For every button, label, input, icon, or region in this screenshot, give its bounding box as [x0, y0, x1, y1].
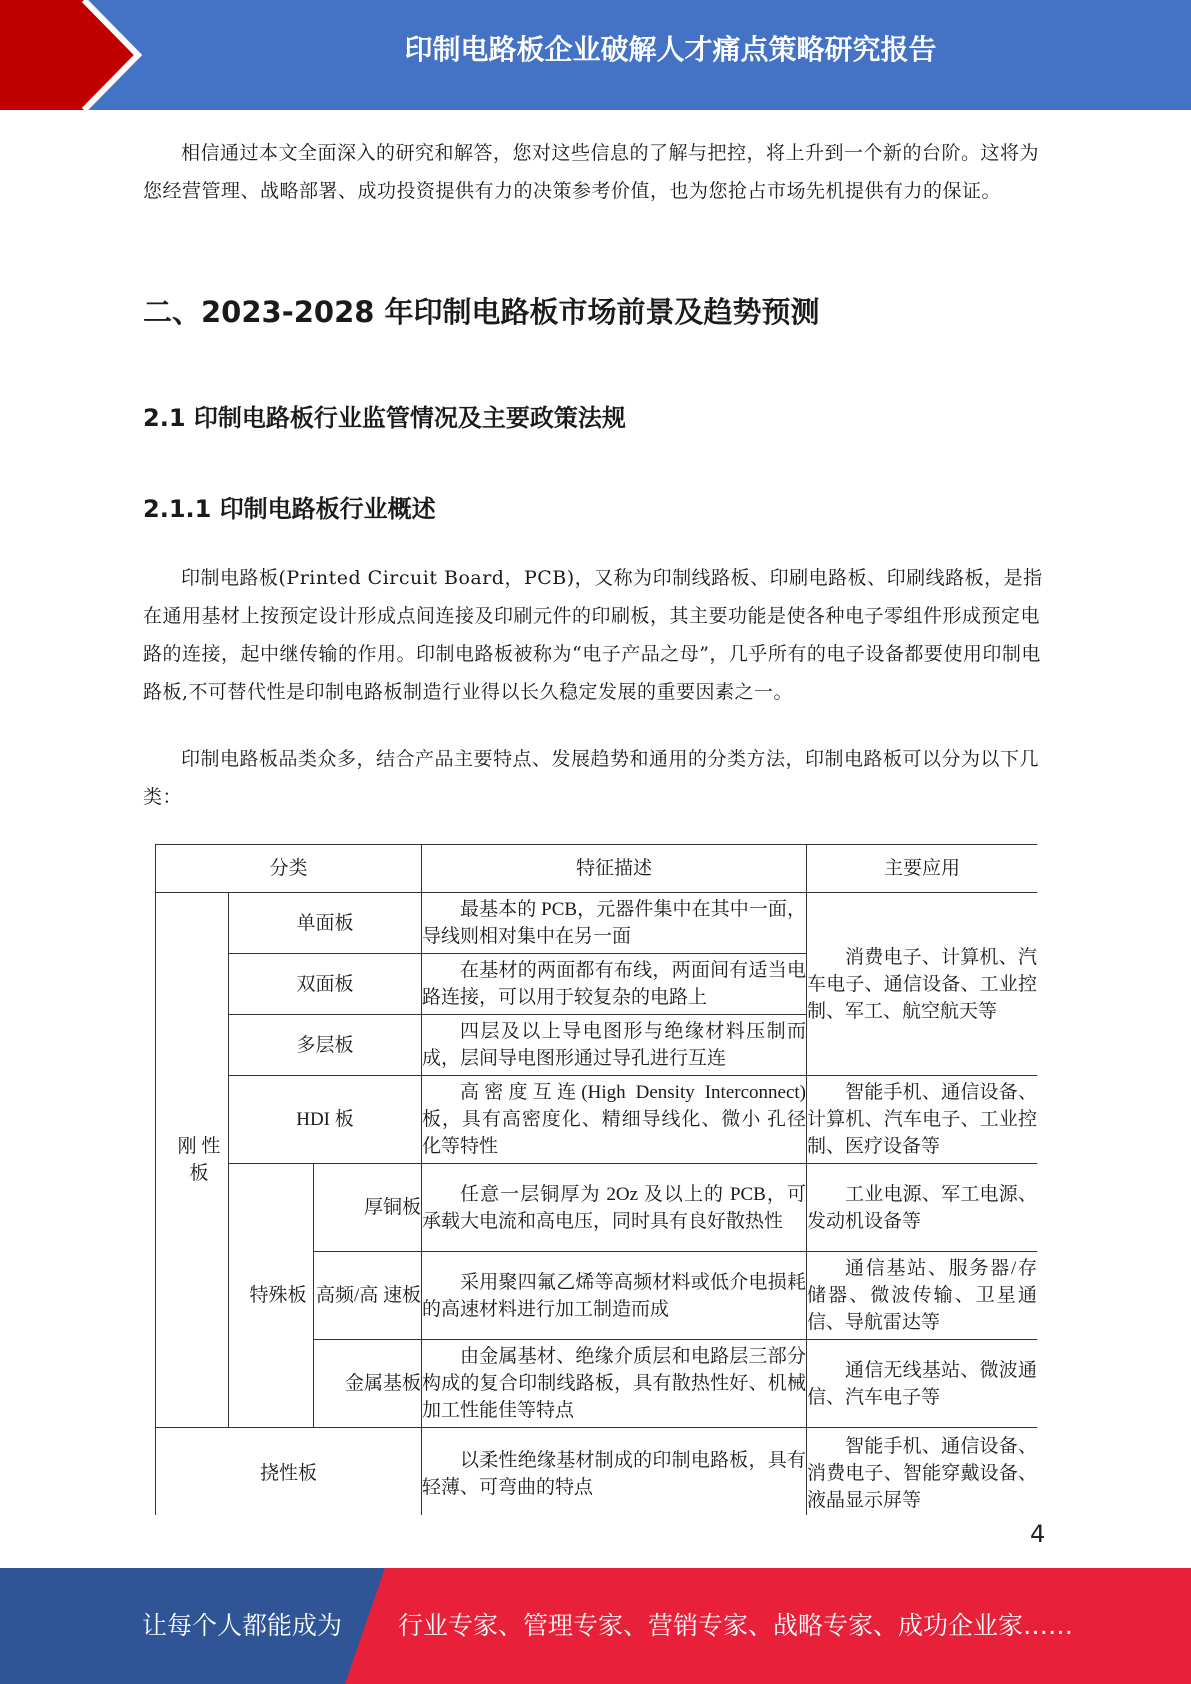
intro-paragraph: 相信通过本文全面深入的研究和解答，您对这些信息的了解与把控，将上升到一个新的台阶。这将为您经营管理、战略部署、成功投资提供有力的决策参考价值，也为您抢占市场先机提供有力的保证。	[143, 142, 1040, 202]
row-description: 四层及以上导电图形与绝缘材料压制而成，层间导电图形通过导孔进行互连	[422, 1015, 807, 1076]
rigid-board-label: 刚 性 板	[156, 893, 229, 1428]
sub-subsection-heading: 2.1.1 印制电路板行业概述	[143, 495, 436, 523]
special-board-label: 特殊板	[229, 1164, 314, 1428]
page-number: 4	[1030, 1520, 1046, 1548]
report-title: 印制电路板企业破解人才痛点策略研究报告	[404, 33, 937, 66]
row-name: 双面板	[229, 954, 422, 1015]
table-header-row	[156, 845, 1038, 893]
row-name: 厚铜板	[314, 1164, 422, 1252]
row-name: 多层板	[229, 1015, 422, 1076]
row-application: 智能手机、通信设备、计算机、汽车电子、工业控制、医疗设备等	[807, 1076, 1037, 1164]
header-application: 主要应用	[807, 845, 1037, 893]
pcb-classification-table	[155, 844, 1037, 1515]
row-name: 挠性板	[156, 1428, 422, 1516]
row-application: 通信无线基站、微波通 信、汽车电子等	[807, 1340, 1037, 1428]
subsection-heading: 2.1 印制电路板行业监管情况及主要政策法规	[143, 404, 626, 432]
table-row	[156, 1164, 1038, 1252]
page-header	[0, 0, 1191, 110]
row-description: 最基本的 PCB，元器件集中在其中一面， 导线则相对集中在另一面	[422, 893, 807, 954]
row-application: 消费电子、计算机、汽 车电子、通信设备、工业控制、军工、航空航天等	[807, 893, 1037, 1076]
row-application: 工业电源、军工电源、发动机设备等	[807, 1164, 1037, 1252]
footer-slogan-left: 让每个人都能成为	[142, 1611, 343, 1640]
row-application: 通信基站、服务器/存储器、微波传输、卫星通信、导航雷达等	[807, 1252, 1037, 1340]
row-description: 任意一层铜厚为 2Oz 及以上的 PCB，可 承载大电流和高电压，同时具有良好散热性	[422, 1164, 807, 1252]
section-heading: 二、2023-2028 年印制电路板市场前景及趋势预测	[143, 295, 820, 329]
row-name: 金属基板	[314, 1340, 422, 1428]
row-description: 采用聚四氟乙烯等高频材料或低介电损耗的高速材料进行加工制造而成	[422, 1252, 807, 1340]
footer-slogan-right: 行业专家、管理专家、营销专家、战略专家、成功企业家……	[398, 1611, 1074, 1640]
page-footer	[0, 1568, 1191, 1684]
body-paragraph: 印制电路板(Printed Circuit Board，PCB)，又称为印制线路板、印刷电路板、印刷线路板，是指在通用基材上按预定设计形成点间连接及印刷元件的印刷板，其主要功能是使各种电子零组件形成预定电路的连接，起中继传输的作用。印制电路板被称为“电子产品之母”，几乎所有的电子设备都要使用印制电路板,不可替代性是印制电路板制造行业得以长久稳定发展的重要因素之一。	[143, 567, 1043, 703]
row-description: 在基材的两面都有布线，两面间有适当电路连接，可以用于较复杂的电路上	[422, 954, 807, 1015]
header-category: 分类	[156, 845, 422, 893]
row-name: 单面板	[229, 893, 422, 954]
header-chevron-decoration	[0, 0, 150, 110]
row-description: 高密度互连(High Density Interconnect)板，具有高密度化、精细导线化、微小 孔径化等特性	[422, 1076, 807, 1164]
body-paragraph: 印制电路板品类众多，结合产品主要特点、发展趋势和通用的分类方法，印制电路板可以分为以下几类：	[143, 748, 1040, 808]
table-row	[156, 893, 1038, 954]
header-description: 特征描述	[422, 845, 807, 893]
table-row	[156, 1076, 1038, 1164]
table-row	[156, 1428, 1038, 1516]
row-application: 智能手机、通信设备、消费电子、智能穿戴设备、液晶显示屏等	[807, 1428, 1037, 1516]
row-name: HDI 板	[229, 1076, 422, 1164]
row-description: 以柔性绝缘基材制成的印制电路板，具有轻薄、可弯曲的特点	[422, 1428, 807, 1516]
row-description: 由金属基材、绝缘介质层和电路层三部分构成的复合印制线路板，具有散热性好、机械加工性能佳等特点	[422, 1340, 807, 1428]
row-name: 高频/高 速板	[314, 1252, 422, 1340]
